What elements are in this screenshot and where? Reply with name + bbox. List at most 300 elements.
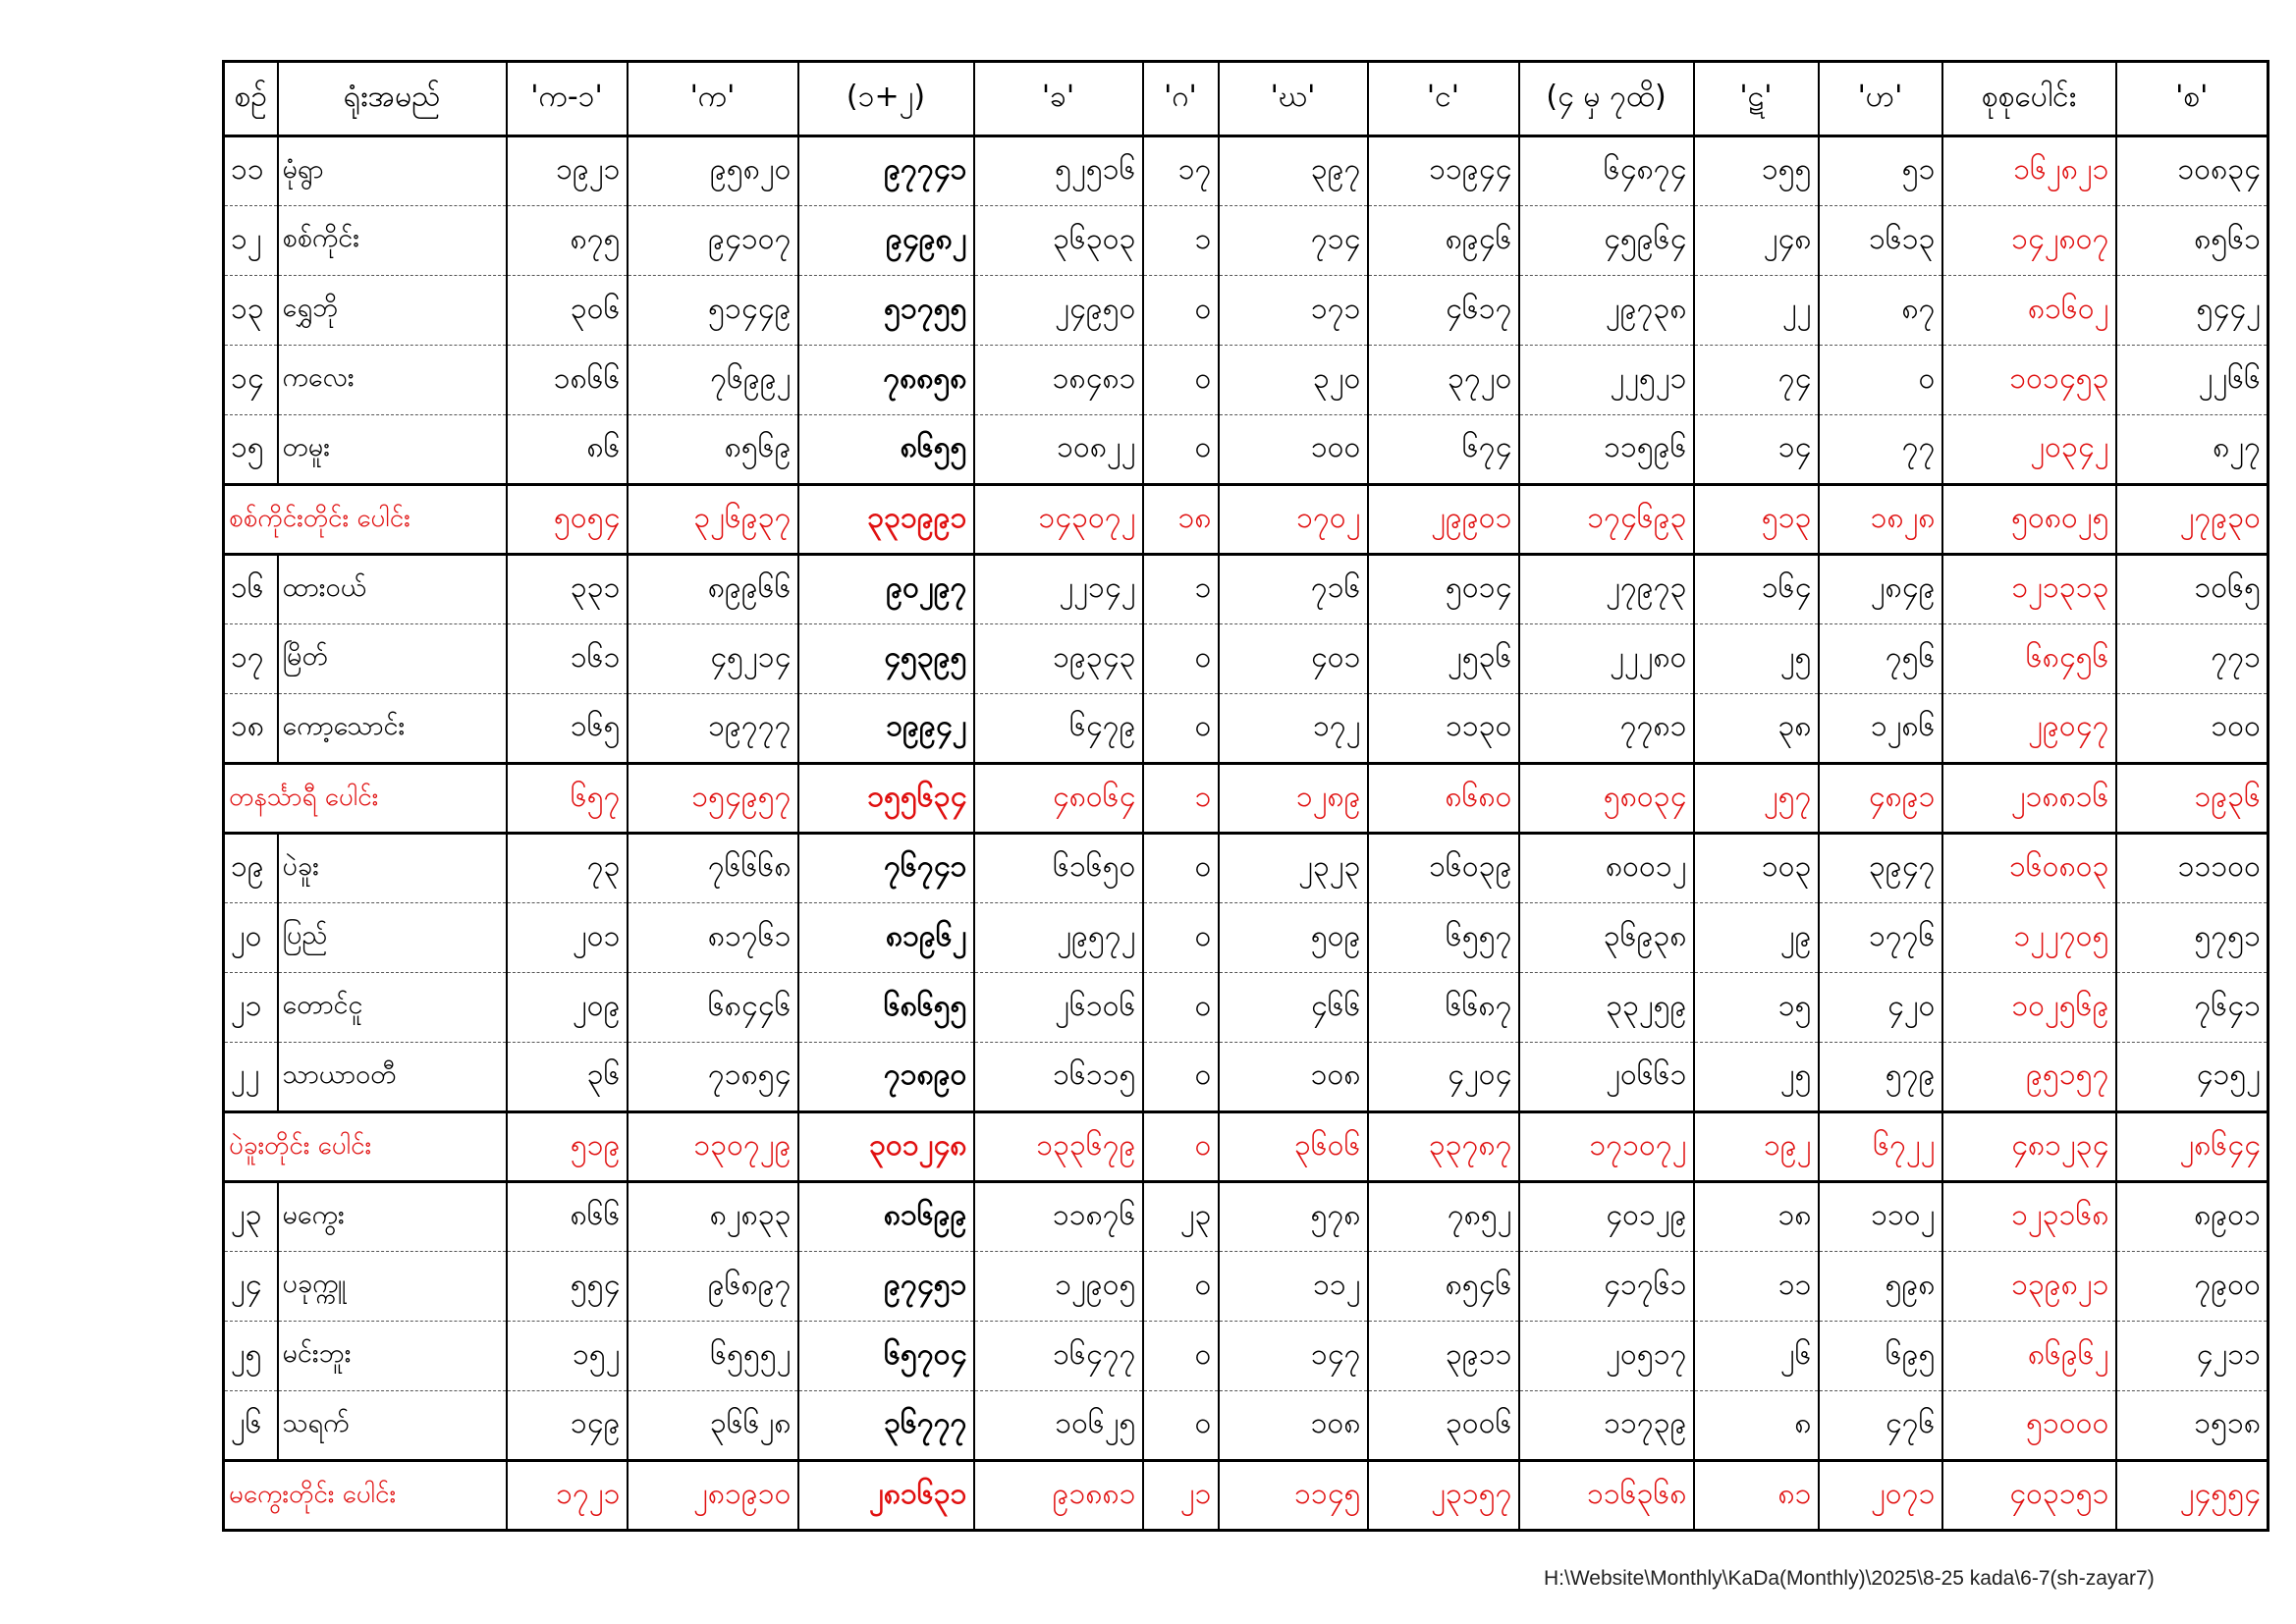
table-cell: ၄၈၁၂၃၄ <box>1942 1112 2116 1182</box>
table-cell: ၈၂၈၃၃ <box>628 1182 798 1252</box>
table-cell: ၃၉၇ <box>1219 136 1368 206</box>
table-cell: ၈၉၀၁ <box>2116 1182 2269 1252</box>
table-cell: ၀ <box>1143 276 1219 346</box>
column-header: 'စ' <box>2116 62 2269 136</box>
table-cell: ၄၇၆ <box>1819 1391 1942 1461</box>
table-cell: ၈၂၇ <box>2116 415 2269 485</box>
table-cell: ၃၆၇၇၇ <box>798 1391 974 1461</box>
table-cell: ၀ <box>1143 1043 1219 1112</box>
serial-number: ၂၂ <box>224 1043 278 1112</box>
serial-number: ၂၅ <box>224 1322 278 1391</box>
table-cell: ၁၆၁၃ <box>1819 206 1942 276</box>
table-cell: ၁၄၉ <box>507 1391 628 1461</box>
table-cell: ၇၄ <box>1694 346 1819 415</box>
serial-number: ၁၂ <box>224 206 278 276</box>
table-cell: ၂၆ <box>1694 1322 1819 1391</box>
table-row <box>224 973 2269 1043</box>
office-name: တမူး <box>278 415 507 485</box>
table-cell: ၂၁၈၈၁၆ <box>1942 764 2116 834</box>
table-cell: ၅၇၈ <box>1219 1182 1368 1252</box>
table-cell: ၂၉၇၃၈ <box>1519 276 1694 346</box>
column-header: 'ဃ' <box>1219 62 1368 136</box>
table-cell: ၁၇၂၁ <box>507 1461 628 1531</box>
table-cell: ၁၂၂၇၀၅ <box>1942 903 2116 973</box>
column-header: ရုံးအမည် <box>278 62 507 136</box>
table-cell: ၂၀၁ <box>507 903 628 973</box>
table-row <box>224 206 2269 276</box>
table-cell: ၈ <box>1694 1391 1819 1461</box>
table-cell: ၂၂၅၂၁ <box>1519 346 1694 415</box>
table-cell: ၃၆၆၂၈ <box>628 1391 798 1461</box>
table-cell: ၆၄၇၉ <box>974 694 1143 764</box>
table-cell: ၁၈၄၈၁ <box>974 346 1143 415</box>
table-cell: ၃၈ <box>1694 694 1819 764</box>
table-cell: ၃၂၆၉၃၇ <box>628 485 798 555</box>
table-cell: ၇၈၈၅၈ <box>798 346 974 415</box>
table-cell: ၇၇၈၁ <box>1519 694 1694 764</box>
table-cell: ၂၀၇၁ <box>1819 1461 1942 1531</box>
table-cell: ၂၉ <box>1694 903 1819 973</box>
table-cell: ၁၉၂၁ <box>507 136 628 206</box>
table-cell: ၃၉၄၇ <box>1819 834 1942 903</box>
table-cell: ၁၆၄ <box>1694 555 1819 624</box>
table-cell: ၃၃၁ <box>507 555 628 624</box>
table-cell: ၈၇၅ <box>507 206 628 276</box>
table-cell: ၁ <box>1143 764 1219 834</box>
table-cell: ၂၂ <box>1694 276 1819 346</box>
table-cell: ၆၆၈၇ <box>1368 973 1519 1043</box>
table-cell: ၄၀၃၁၅၁ <box>1942 1461 2116 1531</box>
table-cell: ၁၅၂ <box>507 1322 628 1391</box>
table-cell: ၁၀၂၅၆၉ <box>1942 973 2116 1043</box>
table-cell: ၁၁၁၀၀ <box>2116 834 2269 903</box>
table-row <box>224 694 2269 764</box>
table-cell: ၁၇၁ <box>1219 276 1368 346</box>
table-cell: ၀ <box>1819 346 1942 415</box>
column-header: (၄ မှ ၇ထိ) <box>1519 62 1694 136</box>
table-cell: ၆၁၆၅၀ <box>974 834 1143 903</box>
table-cell: ၆၅၇၀၄ <box>798 1322 974 1391</box>
table-cell: ၁၆၄၇၇ <box>974 1322 1143 1391</box>
office-name: သာယာဝတီ <box>278 1043 507 1112</box>
table-cell: ၃၆၀၆ <box>1219 1112 1368 1182</box>
table-cell: ၁၆၁ <box>507 624 628 694</box>
table-cell: ၂၀၉ <box>507 973 628 1043</box>
table-cell: ၉၆၈၉၇ <box>628 1252 798 1322</box>
table-cell: ၁၆၀၃၉ <box>1368 834 1519 903</box>
table-cell: ၅၅၄ <box>507 1252 628 1322</box>
table-cell: ၃၉၁၁ <box>1368 1322 1519 1391</box>
table-cell: ၄၆၁၇ <box>1368 276 1519 346</box>
table-cell: ၁၆၂၈၂၁ <box>1942 136 2116 206</box>
table-cell: ၄၂၀ <box>1819 973 1942 1043</box>
table-cell: ၄၀၁၂၉ <box>1519 1182 1694 1252</box>
table-cell: ၂၉၅၇၂ <box>974 903 1143 973</box>
table-cell: ၂၀၆၆၁ <box>1519 1043 1694 1112</box>
table-row <box>224 624 2269 694</box>
table-cell: ၉၄၁၀၇ <box>628 206 798 276</box>
table-cell: ၂၅ <box>1694 624 1819 694</box>
serial-number: ၁၇ <box>224 624 278 694</box>
table-cell: ၅၈၀၃၄ <box>1519 764 1694 834</box>
table-cell: ၁၅၁၈ <box>2116 1391 2269 1461</box>
table-cell: ၅၄၄၂ <box>2116 276 2269 346</box>
office-name: သရက် <box>278 1391 507 1461</box>
table-cell: ၃၀၆ <box>507 276 628 346</box>
table-cell: ၁၈ <box>1694 1182 1819 1252</box>
table-cell: ၈၅၄၆ <box>1368 1252 1519 1322</box>
table-cell: ၁၁၇၃၉ <box>1519 1391 1694 1461</box>
table-cell: ၆၇၂၂ <box>1819 1112 1942 1182</box>
table-cell: ၀ <box>1143 1391 1219 1461</box>
serial-number: ၂၃ <box>224 1182 278 1252</box>
table-cell: ၄၀၁ <box>1219 624 1368 694</box>
table-cell: ၆၅၅၅၂ <box>628 1322 798 1391</box>
subtotal-row <box>224 1461 2269 1531</box>
table-cell: ၂၄၅၅၄ <box>2116 1461 2269 1531</box>
subtotal-label: စစ်ကိုင်းတိုင်း ပေါင်း <box>224 485 507 555</box>
table-cell: ၀ <box>1143 1112 1219 1182</box>
table-row <box>224 555 2269 624</box>
table-cell: ၂၂၆၆ <box>2116 346 2269 415</box>
table-cell: ၃၆ <box>507 1043 628 1112</box>
table-cell: ၅၁၄၄၉ <box>628 276 798 346</box>
table-cell: ၅၀၅၄ <box>507 485 628 555</box>
table-cell: ၁၂၈၉ <box>1219 764 1368 834</box>
table-cell: ၂၀၅၁၇ <box>1519 1322 1694 1391</box>
table-row <box>224 136 2269 206</box>
table-cell: ၁၉၃၆ <box>2116 764 2269 834</box>
table-cell: ၆၄၈၇၄ <box>1519 136 1694 206</box>
office-name: ပဲခူး <box>278 834 507 903</box>
table-cell: ၆၈၆၅၅ <box>798 973 974 1043</box>
table-cell: ၁၅၄၉၅၇ <box>628 764 798 834</box>
table-cell: ၁၀၀ <box>2116 694 2269 764</box>
table-cell: ၀ <box>1143 346 1219 415</box>
table-cell: ၀ <box>1143 694 1219 764</box>
table-cell: ၁၄၇ <box>1219 1322 1368 1391</box>
table-cell: ၂၀၃၄၂ <box>1942 415 2116 485</box>
table-cell: ၅၁ <box>1819 136 1942 206</box>
table-cell: ၈၁ <box>1694 1461 1819 1531</box>
table-cell: ၂၂၂၈၀ <box>1519 624 1694 694</box>
table-cell: ၆၅၇ <box>507 764 628 834</box>
table-row <box>224 1043 2269 1112</box>
table-cell: ၁၁ <box>1694 1252 1819 1322</box>
table-cell: ၇၁၈၉၀ <box>798 1043 974 1112</box>
table-cell: ၂၇၉၃၀ <box>2116 485 2269 555</box>
table-cell: ၅၀၈၀၂၅ <box>1942 485 2116 555</box>
subtotal-row <box>224 1112 2269 1182</box>
file-path-footer: H:\Website\Monthly\KaDa(Monthly)\2025\8-25 kada\6-7(sh-zayar7) <box>1544 1567 2155 1590</box>
table-cell: ၇၆၇၄၁ <box>798 834 974 903</box>
office-name: တောင်ငူ <box>278 973 507 1043</box>
table-cell: ၉၀၂၉၇ <box>798 555 974 624</box>
table-cell: ၁၄၂၈၀၇ <box>1942 206 2116 276</box>
table-cell: ၇၆၉၉၂ <box>628 346 798 415</box>
table-cell: ၉၁၈၈၁ <box>974 1461 1143 1531</box>
serial-number: ၁၄ <box>224 346 278 415</box>
header-row <box>224 62 2269 136</box>
table-cell: ၀ <box>1143 834 1219 903</box>
table-cell: ၁၂၉၀၅ <box>974 1252 1143 1322</box>
table-cell: ၆၇၄ <box>1368 415 1519 485</box>
table-cell: ၁၁၀၂ <box>1819 1182 1942 1252</box>
table-cell: ၀ <box>1143 624 1219 694</box>
column-header: 'ဋ' <box>1694 62 1819 136</box>
table-cell: ၂၃၂၃ <box>1219 834 1368 903</box>
table-cell: ၁၀၈၃၄ <box>2116 136 2269 206</box>
table-cell: ၂၁ <box>1143 1461 1219 1531</box>
table-cell: ၃၃၁၉၉၁ <box>798 485 974 555</box>
column-header: 'က-၁' <box>507 62 628 136</box>
serial-number: ၁၈ <box>224 694 278 764</box>
table-cell: ၄၁၇၆၁ <box>1519 1252 1694 1322</box>
table-cell: ၁ <box>1143 206 1219 276</box>
table-cell: ၁၃၉၈၂၁ <box>1942 1252 2116 1322</box>
table-cell: ၁၇၄၆၉၃ <box>1519 485 1694 555</box>
table-cell: ၁၄၃၀၇၂ <box>974 485 1143 555</box>
table-cell: ၁၀၆၅ <box>2116 555 2269 624</box>
table-cell: ၁၂၃၁၆၈ <box>1942 1182 2116 1252</box>
serial-number: ၁၉ <box>224 834 278 903</box>
table-cell: ၁၁၄၅ <box>1219 1461 1368 1531</box>
table-cell: ၁၇၇၆ <box>1819 903 1942 973</box>
office-name: ကော့သောင်း <box>278 694 507 764</box>
table-cell: ၂၂၁၄၂ <box>974 555 1143 624</box>
table-cell: ၈၀၀၁၂ <box>1519 834 1694 903</box>
table-cell: ၀ <box>1143 415 1219 485</box>
serial-number: ၁၃ <box>224 276 278 346</box>
table-cell: ၇၇၁ <box>2116 624 2269 694</box>
table-cell: ၁၀၈ <box>1219 1043 1368 1112</box>
table-cell: ၇၁၈၅၄ <box>628 1043 798 1112</box>
table-cell: ၄၅၉၆၄ <box>1519 206 1694 276</box>
table-cell: ၈၇ <box>1819 276 1942 346</box>
table-cell: ၃၃၂၅၉ <box>1519 973 1694 1043</box>
column-header: 'င' <box>1368 62 1519 136</box>
table-cell: ၅၁၃ <box>1694 485 1819 555</box>
office-name: စစ်ကိုင်း <box>278 206 507 276</box>
table-cell: ၅၂၅၁၆ <box>974 136 1143 206</box>
serial-number: ၂၁ <box>224 973 278 1043</box>
table-cell: ၈၅၆၁ <box>2116 206 2269 276</box>
table-cell: ၄၁၅၂ <box>2116 1043 2269 1112</box>
table-row <box>224 1252 2269 1322</box>
table-cell: ၈၆၉၆၂ <box>1942 1322 2116 1391</box>
office-name: ပြည် <box>278 903 507 973</box>
table-cell: ၇၆၆၆၈ <box>628 834 798 903</box>
table-cell: ၀ <box>1143 903 1219 973</box>
table-cell: ၅၁၉ <box>507 1112 628 1182</box>
table-cell: ၉၅၈၂၀ <box>628 136 798 206</box>
table-cell: ၂၈၄၉ <box>1819 555 1942 624</box>
table-cell: ၈၆ <box>507 415 628 485</box>
table-cell: ၉၇၇၄၁ <box>798 136 974 206</box>
table-cell: ၄၂၁၁ <box>2116 1322 2269 1391</box>
table-cell: ၂၅ <box>1694 1043 1819 1112</box>
table-cell: ၁၀၀ <box>1219 415 1368 485</box>
office-name: မင်းဘူး <box>278 1322 507 1391</box>
table-row <box>224 1322 2269 1391</box>
table-cell: ၁၄ <box>1694 415 1819 485</box>
table-cell: ၀ <box>1143 1252 1219 1322</box>
table-cell: ၁၇ <box>1143 136 1219 206</box>
table-cell: ၅၀၉ <box>1219 903 1368 973</box>
column-header: (၁+၂) <box>798 62 974 136</box>
table-cell: ၁၀၈၂၂ <box>974 415 1143 485</box>
serial-number: ၂၄ <box>224 1252 278 1322</box>
table-cell: ၃၀၁၂၄၈ <box>798 1112 974 1182</box>
table-cell: ၆၉၅ <box>1819 1322 1942 1391</box>
office-name: ရွှေဘို <box>278 276 507 346</box>
table-cell: ၈၁၆၀၂ <box>1942 276 2116 346</box>
table-cell: ၂၉၀၄၇ <box>1942 694 2116 764</box>
table-cell: ၈၁၆၉၉ <box>798 1182 974 1252</box>
table-cell: ၅၇၅၁ <box>2116 903 2269 973</box>
table-cell: ၅၁၀၀၀ <box>1942 1391 2116 1461</box>
table-cell: ၄၈၉၁ <box>1819 764 1942 834</box>
table-cell: ၂၉၉၀၁ <box>1368 485 1519 555</box>
table-cell: ၁၀၃ <box>1694 834 1819 903</box>
table-cell: ၁၀၈ <box>1219 1391 1368 1461</box>
subtotal-label: ပဲခူးတိုင်း ပေါင်း <box>224 1112 507 1182</box>
table-cell: ၆၅၅၇ <box>1368 903 1519 973</box>
table-cell: ၁၆၁၁၅ <box>974 1043 1143 1112</box>
serial-number: ၁၆ <box>224 555 278 624</box>
table-cell: ၀ <box>1143 973 1219 1043</box>
subtotal-label: မကွေးတိုင်း ပေါင်း <box>224 1461 507 1531</box>
column-header: 'ခ' <box>974 62 1143 136</box>
table-cell: ၂၇၉၇၃ <box>1519 555 1694 624</box>
table-cell: ၁၁၆၃၆၈ <box>1519 1461 1694 1531</box>
table-cell: ၇၈၅၂ <box>1368 1182 1519 1252</box>
table-cell: ၇၁၆ <box>1219 555 1368 624</box>
table-cell: ၁၀၆၂၅ <box>974 1391 1143 1461</box>
table-row <box>224 276 2269 346</box>
table-cell: ၃၀၀၆ <box>1368 1391 1519 1461</box>
table-cell: ၁၃၀၇၂၉ <box>628 1112 798 1182</box>
table-cell: ၈၁၉၆၂ <box>798 903 974 973</box>
table-cell: ၇၆၄၁ <box>2116 973 2269 1043</box>
table-cell: ၃၃၇၈၇ <box>1368 1112 1519 1182</box>
table-cell: ၁၀၁၄၅၃ <box>1942 346 2116 415</box>
table-cell: ၇၁၄ <box>1219 206 1368 276</box>
table-cell: ၁၁၈၇၆ <box>974 1182 1143 1252</box>
report-table <box>222 60 2269 1532</box>
table-cell: ၁၁၃၀ <box>1368 694 1519 764</box>
table-cell: ၁၈၆၆ <box>507 346 628 415</box>
table-cell: ၁၉၃၄၃ <box>974 624 1143 694</box>
table-cell: ၄၅၂၁၄ <box>628 624 798 694</box>
serial-number: ၁၅ <box>224 415 278 485</box>
table-cell: ၁၇၁၀၇၂ <box>1519 1112 1694 1182</box>
table-row <box>224 415 2269 485</box>
table-row <box>224 1182 2269 1252</box>
table-cell: ၂၄၉၅၀ <box>974 276 1143 346</box>
table-row <box>224 834 2269 903</box>
table-cell: ၂၅၇ <box>1694 764 1819 834</box>
table-cell: ၈၉၉၆၆ <box>628 555 798 624</box>
column-header: စဉ် <box>224 62 278 136</box>
table-cell: ၁၉၉၄၂ <box>798 694 974 764</box>
table-cell: ၁၇၀၂ <box>1219 485 1368 555</box>
column-header: 'ဂ' <box>1143 62 1219 136</box>
table-row <box>224 1391 2269 1461</box>
table-cell: ၃၆၉၃၈ <box>1519 903 1694 973</box>
table-cell: ၀ <box>1143 1322 1219 1391</box>
table-cell: ၃၇၂၀ <box>1368 346 1519 415</box>
table-cell: ၄၈၀၆၄ <box>974 764 1143 834</box>
table-cell: ၄၂၀၄ <box>1368 1043 1519 1112</box>
table-cell: ၅၉၈ <box>1819 1252 1942 1322</box>
table-cell: ၁၅ <box>1694 973 1819 1043</box>
table-cell: ၄၅၃၉၅ <box>798 624 974 694</box>
office-name: မကွေး <box>278 1182 507 1252</box>
table-cell: ၉၇၄၅၁ <box>798 1252 974 1322</box>
table-cell: ၈၉၄၆ <box>1368 206 1519 276</box>
table-cell: ၁၃၃၆၇၉ <box>974 1112 1143 1182</box>
table-cell: ၂၈၆၄၄ <box>2116 1112 2269 1182</box>
serial-number: ၂၀ <box>224 903 278 973</box>
table-cell: ၂၆၁၀၆ <box>974 973 1143 1043</box>
table-cell: ၂၃၁၅၇ <box>1368 1461 1519 1531</box>
serial-number: ၂၆ <box>224 1391 278 1461</box>
table-cell: ၇၇ <box>1819 415 1942 485</box>
table-cell: ၃၆၃၀၃ <box>974 206 1143 276</box>
table-cell: ၈၅၆၉ <box>628 415 798 485</box>
table-cell: ၈၁၇၆၁ <box>628 903 798 973</box>
table-row <box>224 903 2269 973</box>
table-cell: ၅၇၉ <box>1819 1043 1942 1112</box>
table-cell: ၂၈၁၉၁၀ <box>628 1461 798 1531</box>
table-cell: ၈၆၆ <box>507 1182 628 1252</box>
table-cell: ၁၆၅ <box>507 694 628 764</box>
column-header: 'က' <box>628 62 798 136</box>
table-cell: ၂၃ <box>1143 1182 1219 1252</box>
table-cell: ၃၂၀ <box>1219 346 1368 415</box>
office-name: ထားဝယ် <box>278 555 507 624</box>
table-cell: ၁၇၂ <box>1219 694 1368 764</box>
table-row <box>224 346 2269 415</box>
table-cell: ၉၅၁၅၇ <box>1942 1043 2116 1112</box>
table-cell: ၄၆၆ <box>1219 973 1368 1043</box>
table-cell: ၇၃ <box>507 834 628 903</box>
office-name: ပခုက္ကူ <box>278 1252 507 1322</box>
table-cell: ၅၁၇၅၅ <box>798 276 974 346</box>
table-cell: ၂၅၃၆ <box>1368 624 1519 694</box>
office-name: ကလေး <box>278 346 507 415</box>
table-cell: ၁၈ <box>1143 485 1219 555</box>
table-cell: ၁၂၈၆ <box>1819 694 1942 764</box>
table-cell: ၉၄၉၈၂ <box>798 206 974 276</box>
table-cell: ၁၅၅၆၃၄ <box>798 764 974 834</box>
table-cell: ၇၅၆ <box>1819 624 1942 694</box>
table-cell: ၆၈၄၄၆ <box>628 973 798 1043</box>
serial-number: ၁၁ <box>224 136 278 206</box>
column-header: 'ဟ' <box>1819 62 1942 136</box>
table-cell: ၈၆၈၀ <box>1368 764 1519 834</box>
table-cell: ၁၁၂ <box>1219 1252 1368 1322</box>
table-cell: ၇၉၀၀ <box>2116 1252 2269 1322</box>
table-cell: ၁ <box>1143 555 1219 624</box>
table-cell: ၁၉၂ <box>1694 1112 1819 1182</box>
table-cell: ၁၁၉၄၄ <box>1368 136 1519 206</box>
table-cell: ၁၅၅ <box>1694 136 1819 206</box>
table-cell: ၁၈၂၈ <box>1819 485 1942 555</box>
table-cell: ၁၁၅၉၆ <box>1519 415 1694 485</box>
table-cell: ၁၆၀၈၀၃ <box>1942 834 2116 903</box>
